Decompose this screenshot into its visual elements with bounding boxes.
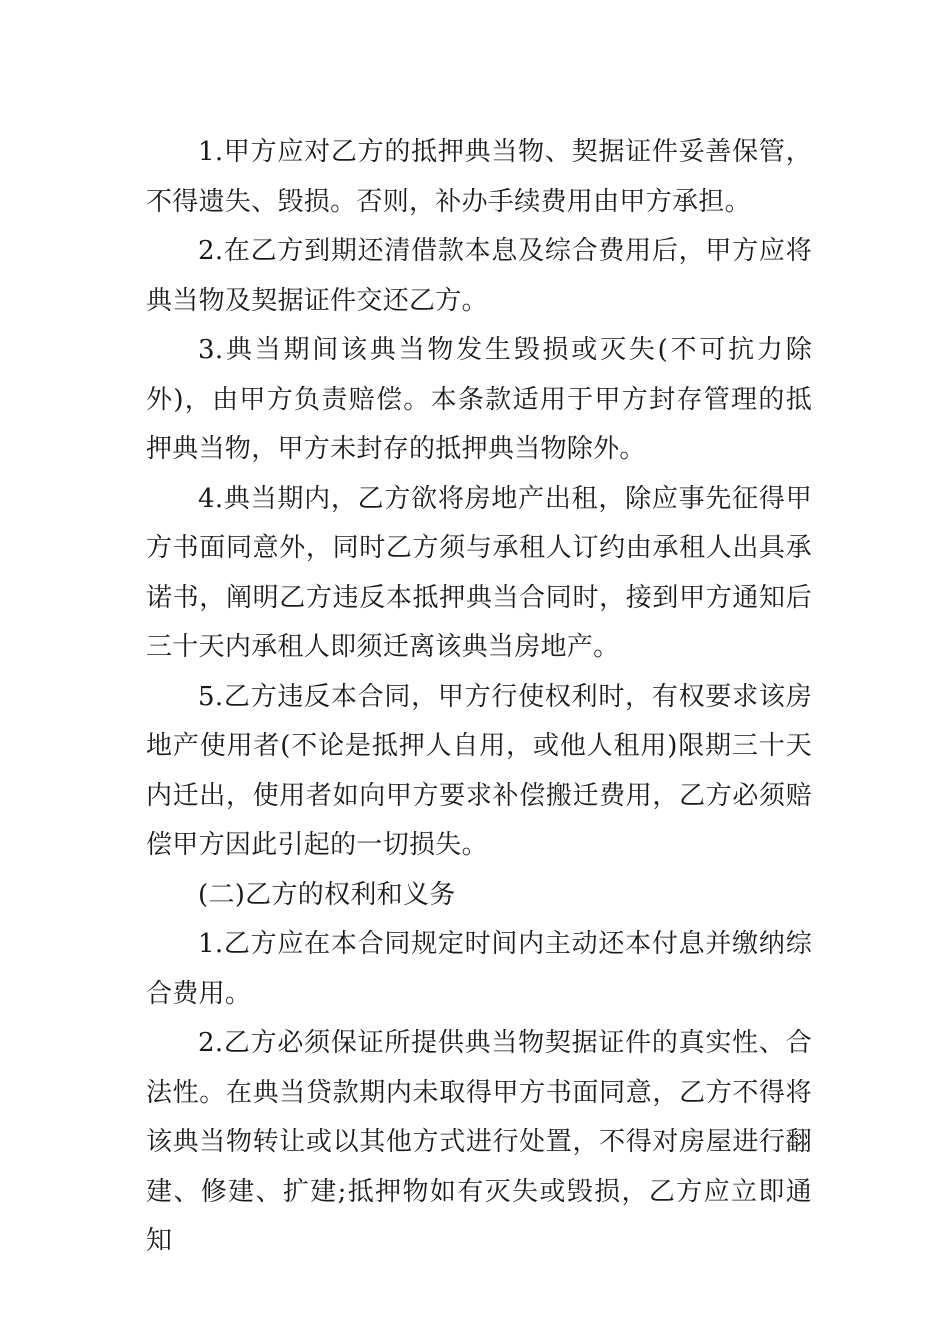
document-body: [146, 128, 812, 1267]
paragraph-clause-3-party-a: 3.典当期间该典当物发生毁损或灭失(不可抗力除外)，由甲方负责赔偿。本条款适用于甲方封存管理的抵押典当物，甲方未封存的抵押典当物除外。: [146, 335, 812, 464]
section-heading-party-b: (二)乙方的权利和义务: [198, 879, 456, 910]
paragraph-clause-2-party-a: 2.在乙方到期还清借款本息及综合费用后，甲方应将典当物及契据证件交还乙方。: [146, 236, 812, 316]
paragraph-clause-4-party-a: 4.典当期内，乙方欲将房地产出租，除应事先征得甲方书面同意外，同时乙方须与承租人订约由承租人出具承诺书，阐明乙方违反本抵押典当合同时，接到甲方通知后三十天内承租人即须迁离该典当房地产。: [146, 483, 812, 662]
paragraph-clause-2-party-b: 2.乙方必须保证所提供典当物契据证件的真实性、合法性。在典当贷款期内未取得甲方书面同意，乙方不得将该典当物转让或以其他方式进行处置，不得对房屋进行翻建、修建、扩建;抵押物如有灭失或毁损，乙方应立即通知: [146, 1028, 812, 1256]
paragraph-clause-1-party-a: 1.甲方应对乙方的抵押典当物、契据证件妥善保管，不得遗失、毁损。否则，补办手续费用由甲方承担。: [146, 137, 812, 217]
paragraph-clause-5-party-a: 5.乙方违反本合同，甲方行使权利时，有权要求该房地产使用者(不论是抵押人自用，或他人租用)限期三十天内迁出，使用者如向甲方要求补偿搬迁费用，乙方必须赔偿甲方因此引起的一切损失。: [146, 681, 812, 860]
paragraph-clause-1-party-b: 1.乙方应在本合同规定时间内主动还本付息并缴纳综合费用。: [146, 929, 812, 1009]
